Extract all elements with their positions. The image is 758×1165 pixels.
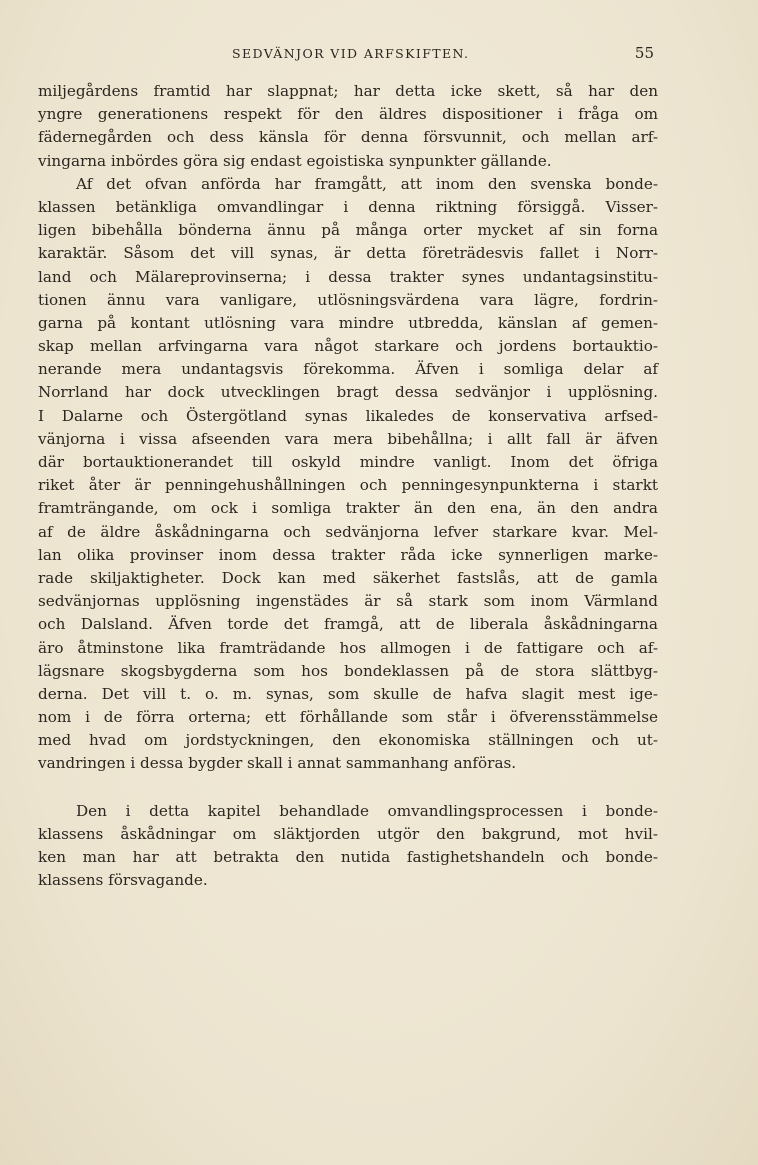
text-line: fädernegården och dess känsla för denna försvunnit, och mellan arf- — [38, 128, 658, 147]
text-line: Af det ofvan anförda har framgått, att inom den svenska bonde- — [76, 174, 658, 193]
text-line: derna. Det vill t. o. m. synas, som skulle de hafva slagit mest ige- — [38, 684, 658, 703]
text-line: Norrland har dock utvecklingen bragt dessa sedvänjor i upplösning. — [38, 383, 658, 402]
text-line: sedvänjornas upplösning ingenstädes är så stark som inom Värmland — [38, 592, 658, 611]
paragraph-spacer — [38, 776, 658, 800]
text-line: klassen betänkliga omvandlingar i denna riktning försiggå. Visser- — [38, 197, 658, 216]
text-line: land och Mälareprovinserna; i dessa trakter synes undantagsinstitu- — [38, 267, 658, 286]
text-line: ken man har att betrakta den nutida fastighetshandeln och bonde- — [38, 848, 658, 866]
text-line: karaktär. Såsom det vill synas, är detta företrädesvis fallet i Norr- — [38, 244, 658, 263]
body-text — [38, 80, 658, 892]
text-line: klassens försvagande. — [38, 871, 208, 890]
text-line: ligen bibehålla bönderna ännu på många orter mycket af sin forna — [38, 221, 658, 240]
running-title: SEDVÄNJOR VID ARFSKIFTEN. — [232, 46, 470, 61]
text-line: äro åtminstone lika framträdande hos allmogen i de fattigare och af- — [38, 638, 658, 657]
text-line: klassens åskådningar om släktjorden utgör den bakgrund, mot hvil- — [38, 824, 658, 843]
text-line: af de äldre åskådningarna och sedvänjorna lefver starkare kvar. Mel- — [38, 522, 658, 541]
text-line: lan olika provinser inom dessa trakter råda icke synnerligen marke- — [38, 545, 658, 564]
paragraph-3 — [38, 800, 658, 893]
text-line: där bortauktionerandet till oskyld mindre vanligt. Inom det öfriga — [38, 453, 658, 471]
text-line: och Dalsland. Äfven torde det framgå, att de liberala åskådningarna — [38, 615, 658, 634]
paragraph-1 — [38, 80, 658, 173]
text-line: vandringen i dessa bygder skall i annat sammanhang anföras. — [38, 754, 517, 773]
text-line: framträngande, om ock i somliga trakter än den ena, än den andra — [38, 499, 658, 518]
text-line: skap mellan arfvingarna vara något starkare och jordens bortauktio- — [38, 337, 658, 356]
text-line: nom i de förra orterna; ett förhållande som står i öfverensstämmelse — [38, 708, 658, 727]
text-line: rade skiljaktigheter. Dock kan med säkerhet fastslås, att de gamla — [38, 568, 658, 587]
text-line: riket åter är penningehushållningen och penningesynpunkterna i starkt — [38, 476, 658, 495]
paragraph-2 — [38, 173, 658, 776]
text-line: yngre generationens respekt för den äldres dispositioner i fråga om — [38, 105, 658, 124]
text-line: nerande mera undantagsvis förekomma. Äfven i somliga delar af — [38, 360, 658, 379]
page-number: 55 — [634, 44, 654, 62]
text-line: garna på kontant utlösning vara mindre utbredda, känslan af gemen- — [38, 313, 658, 332]
text-line: I Dalarne och Östergötland synas likaledes de konservativa arfsed- — [38, 406, 658, 425]
text-line: Den i detta kapitel behandlade omvandlingsprocessen i bonde- — [76, 801, 658, 820]
text-line: lägsnare skogsbygderna som hos bondeklassen på de stora slättbyg- — [38, 661, 658, 680]
text-line: miljegårdens framtid har slappnat; har detta icke skett, så har den — [38, 82, 658, 100]
text-line: vingarna inbördes göra sig endast egoistiska synpunkter gällande. — [38, 151, 552, 170]
text-line: vänjorna i vissa afseenden vara mera bibehållna; i allt fall är äfven — [38, 429, 658, 448]
text-line: tionen ännu vara vanligare, utlösningsvärdena vara lägre, fordrin- — [38, 290, 658, 309]
running-header — [0, 44, 758, 66]
text-line: med hvad om jordstyckningen, den ekonomiska ställningen och ut- — [38, 731, 658, 750]
